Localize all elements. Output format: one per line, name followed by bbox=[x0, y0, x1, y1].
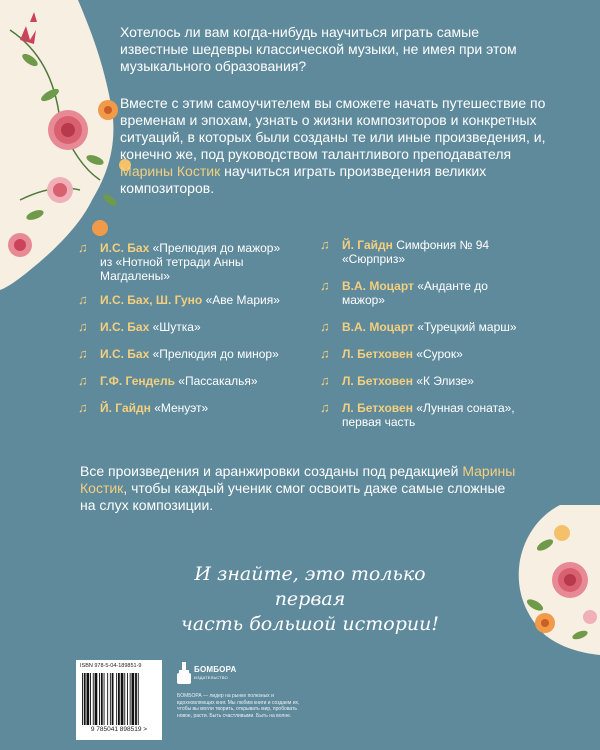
composer-name: Й. Гайдн bbox=[100, 401, 151, 415]
barcode-bar bbox=[118, 673, 120, 725]
intro-paragraph-2-start: Вместе с этим самоучителем вы сможете начать путешествие по временам и эпохам, узнать о жизни композиторов и конкретных ситуаций, в которых были созданы те или иные произведения, и, конечно же, под руководством талантливого преподавателя bbox=[120, 95, 546, 162]
work-title: «К Элизе» bbox=[416, 374, 474, 388]
music-note-icon: ♫ bbox=[78, 346, 88, 361]
publisher-subtitle: ИЗДАТЕЛЬСТВО bbox=[194, 675, 228, 680]
work-title: «Аве Мария» bbox=[205, 293, 280, 307]
work-title: «Лунная соната», первая часть bbox=[342, 401, 515, 429]
composer-name: И.С. Бах bbox=[100, 320, 150, 334]
barcode-bar bbox=[127, 673, 128, 725]
work-title: Симфония № 94 «Сюрприз» bbox=[342, 238, 490, 266]
bombora-logo-icon bbox=[177, 662, 191, 684]
composer-name: Л. Бетховен bbox=[342, 401, 413, 415]
barcode-bar bbox=[135, 673, 137, 725]
barcode-bar bbox=[121, 673, 124, 725]
intro-paragraph-2 bbox=[120, 95, 550, 197]
work-title: «Пассакалья» bbox=[178, 374, 258, 388]
barcode-number: 9 785041 898519 > bbox=[90, 726, 148, 733]
outro-end: , чтобы каждый ученик смог освоить даже самые сложные на слух композиции. bbox=[80, 480, 506, 513]
music-note-icon: ♫ bbox=[320, 373, 330, 388]
composer-name: И.С. Бах bbox=[100, 241, 150, 255]
music-note-icon: ♫ bbox=[320, 237, 330, 252]
barcode-bar bbox=[132, 673, 135, 725]
barcode bbox=[76, 660, 162, 740]
isbn-text: ISBN 978-5-04-189851-9 bbox=[80, 663, 142, 669]
barcode-bar bbox=[124, 673, 125, 725]
works-list bbox=[78, 235, 548, 435]
composer-name: И.С. Бах, Ш. Гуно bbox=[100, 293, 203, 307]
music-note-icon: ♫ bbox=[78, 373, 88, 388]
barcode-bar bbox=[110, 673, 111, 725]
work-title: «Шутка» bbox=[152, 320, 201, 334]
music-note-icon: ♫ bbox=[78, 319, 88, 334]
music-note-icon: ♫ bbox=[78, 240, 88, 255]
tagline bbox=[170, 562, 450, 637]
composer-name: Л. Бетховен bbox=[342, 374, 413, 388]
barcode-bar bbox=[107, 673, 108, 725]
publisher-logo bbox=[177, 660, 237, 690]
composer-name: В.А. Моцарт bbox=[342, 279, 414, 293]
barcode-bar bbox=[112, 673, 114, 725]
barcode-bar bbox=[104, 673, 105, 725]
work-title: «Турецкий марш» bbox=[417, 320, 517, 334]
barcode-bars bbox=[82, 673, 156, 725]
music-note-icon: ♫ bbox=[78, 292, 88, 307]
publisher-description: БОМБОРА — лидер на рынке полезных и вдохновляющих книг. Мы любим книги и создаем их, чтобы вы могли творить, открывать мир, пробовать новое, расти. Быть счастливыми. Быть на волне. bbox=[177, 693, 300, 719]
work-title: «Менуэт» bbox=[154, 401, 209, 415]
barcode-bar bbox=[99, 673, 100, 725]
music-note-icon: ♫ bbox=[320, 400, 330, 415]
tagline-line-2: часть большой истории! bbox=[181, 613, 439, 635]
barcode-bar bbox=[87, 673, 90, 725]
barcode-bar bbox=[82, 673, 83, 725]
publisher-name: БОМБОРА bbox=[194, 665, 237, 674]
barcode-bar bbox=[130, 673, 131, 725]
music-note-icon: ♫ bbox=[320, 319, 330, 334]
editor-name: Марины Костик bbox=[80, 463, 516, 496]
barcode-bar bbox=[93, 673, 94, 725]
floral-decoration-right bbox=[500, 505, 600, 655]
work-title: «Прелюдия до мажор» из «Нотной тетради Анны Магдалены» bbox=[100, 241, 281, 283]
work-title: «Сурок» bbox=[416, 347, 463, 361]
barcode-bar bbox=[90, 673, 91, 725]
music-note-icon: ♫ bbox=[78, 400, 88, 415]
barcode-bar bbox=[116, 673, 117, 725]
teacher-name: Марины Костик bbox=[120, 163, 221, 179]
tagline-line-1: И знайте, это только первая bbox=[194, 563, 426, 610]
music-note-icon: ♫ bbox=[320, 346, 330, 361]
composer-name: И.С. Бах bbox=[100, 347, 150, 361]
barcode-bar bbox=[101, 673, 103, 725]
music-note-icon: ♫ bbox=[320, 278, 330, 293]
composer-name: Й. Гайдн bbox=[342, 238, 393, 252]
barcode-bar bbox=[138, 673, 139, 725]
work-title: «Прелюдия до минор» bbox=[152, 347, 279, 361]
intro-paragraph-2-end: научиться играть произведения великих композиторов. bbox=[120, 163, 487, 196]
composer-name: В.А. Моцарт bbox=[342, 320, 414, 334]
intro-paragraph-1: Хотелось ли вам когда-нибудь научиться играть самые известные шедевры классической музыки, не имея при этом музыкального образования? bbox=[120, 24, 517, 74]
barcode-bar bbox=[84, 673, 86, 725]
work-title: «Анданте до мажор» bbox=[342, 279, 488, 307]
outro-start: Все произведения и аранжировки созданы под редакцией bbox=[80, 463, 459, 479]
barcode-bar bbox=[95, 673, 98, 725]
outro-paragraph bbox=[80, 463, 520, 514]
composer-name: Л. Бетховен bbox=[342, 347, 413, 361]
composer-name: Г.Ф. Гендель bbox=[100, 374, 175, 388]
